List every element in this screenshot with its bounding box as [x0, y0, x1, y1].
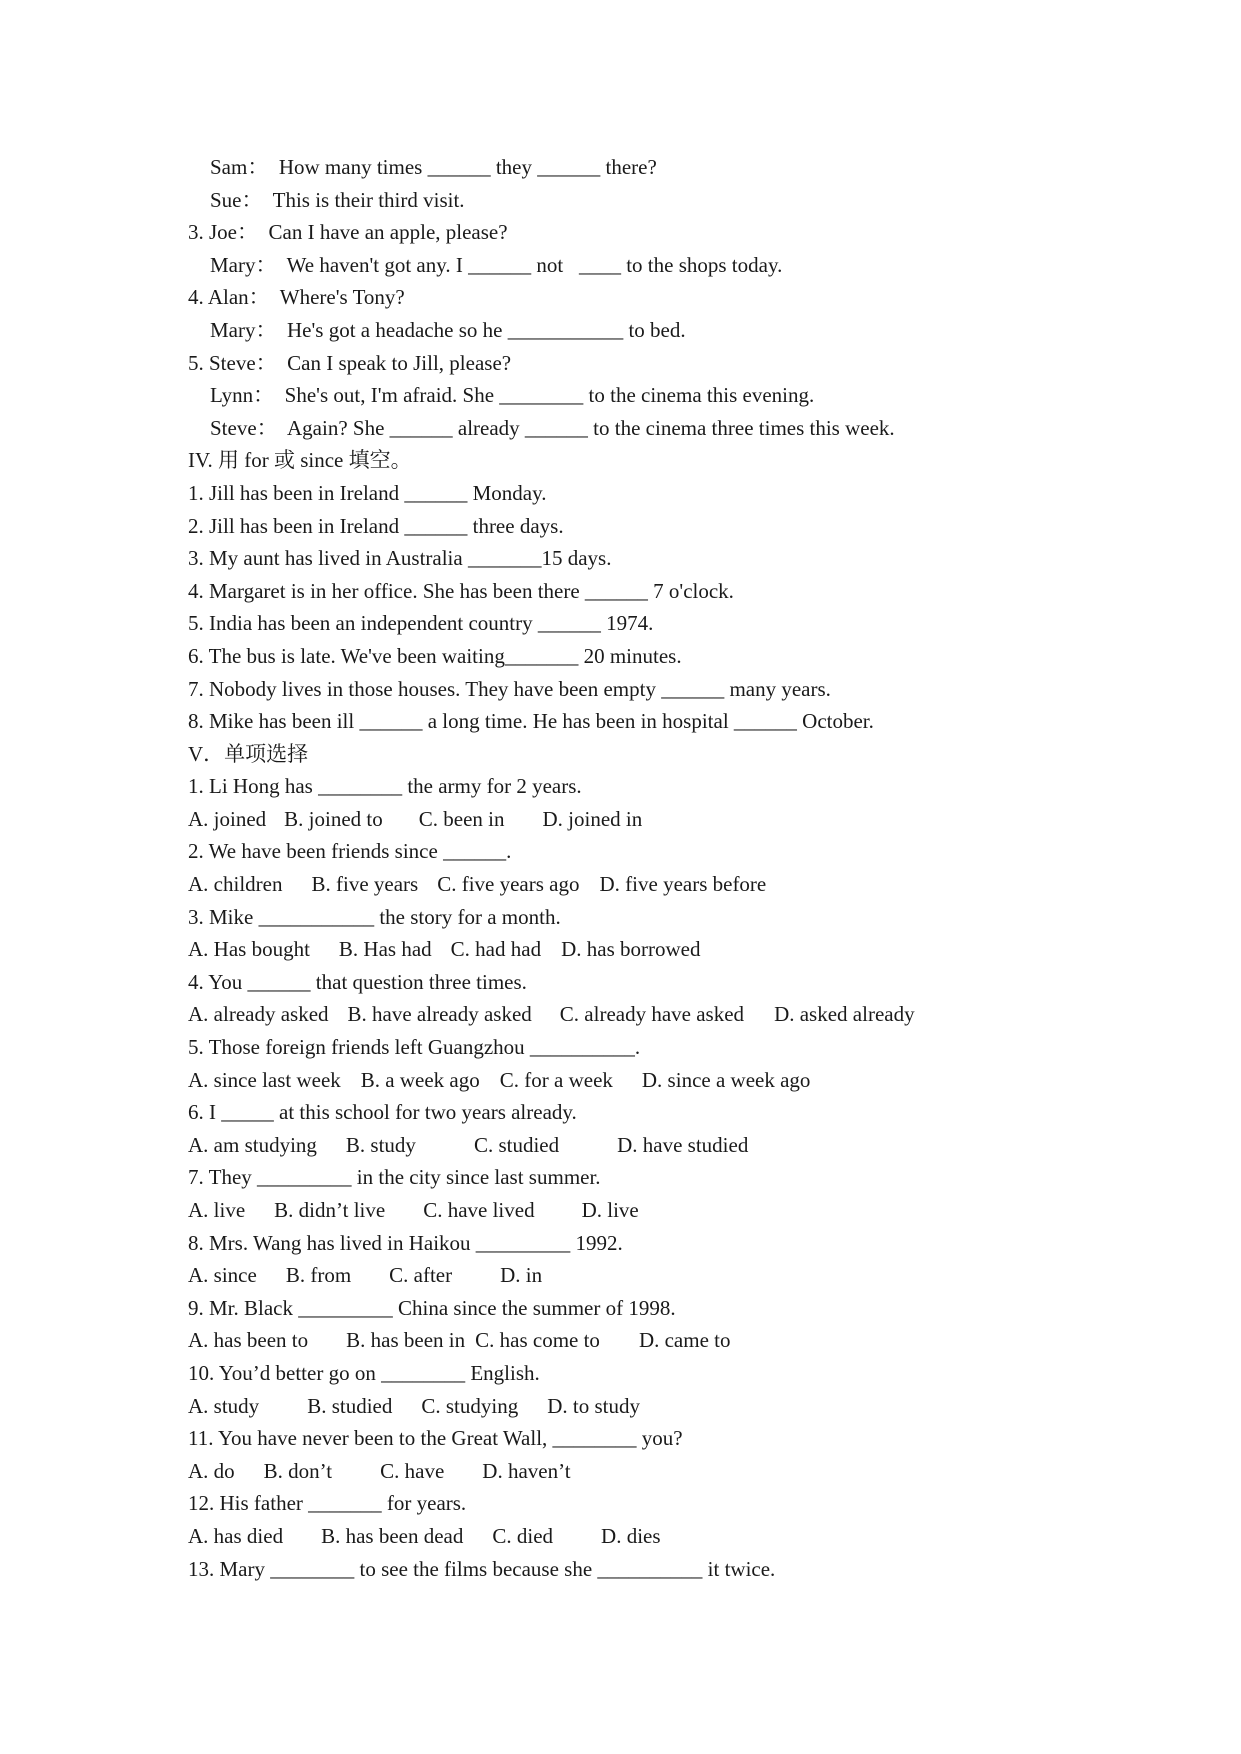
option-choice[interactable]: C. already have asked	[559, 1002, 745, 1027]
fill-in-item: 5. India has been an independent country ______ 1974.	[188, 611, 654, 636]
options-row	[188, 933, 1188, 966]
dialogue-line	[188, 216, 1188, 249]
options-row	[188, 1324, 1188, 1357]
options-row	[188, 1390, 1188, 1423]
question-stem: 10. You’d better go on ________ English.	[188, 1360, 540, 1385]
option-choice[interactable]: A. since	[188, 1263, 257, 1288]
option-choice[interactable]: B. Has had	[338, 937, 432, 962]
fill-in-item: 3. My aunt has lived in Australia _______15 days.	[188, 546, 612, 571]
option-choice[interactable]: D. has borrowed	[561, 937, 701, 962]
dialogue-text: Again? She ______ already ______ to the cinema three times this week.	[277, 415, 895, 440]
dialogue-line	[188, 281, 1188, 314]
option-choice[interactable]: B. didn’t live	[274, 1198, 386, 1222]
option-choice[interactable]: B. has been in	[346, 1328, 466, 1353]
speaker-label: Sue：	[210, 187, 263, 212]
speaker-label: Steve：	[210, 415, 278, 440]
dialogue-text: She's out, I'm afraid. She ________ to the cinema this evening.	[274, 383, 815, 408]
fill-in-item: 1. Jill has been in Ireland ______ Monday.	[188, 480, 547, 505]
fill-in-item: 6. The bus is late. We've been waiting_______ 20 minutes.	[188, 643, 682, 668]
speaker-label: 3. Joe：	[188, 220, 258, 245]
dialogue-line	[188, 151, 1188, 184]
option-choice[interactable]: D. dies	[601, 1523, 661, 1548]
dialogue-text: Where's Tony?	[269, 285, 405, 310]
question-stem: 12. His father _______ for years.	[188, 1491, 467, 1516]
speaker-label: Mary：	[210, 252, 277, 277]
option-choice[interactable]: C. after	[389, 1263, 453, 1288]
option-choice[interactable]: D. since a week ago	[641, 1067, 811, 1092]
dialogue-text: He's got a headache so he ___________ to bed.	[276, 317, 686, 342]
question-stem: 3. Mike ___________ the story for a month.	[188, 904, 561, 929]
fill-in-item: 4. Margaret is in her office. She has been there ______ 7 o'clock.	[188, 578, 734, 603]
section-4-items	[188, 477, 1188, 738]
option-choice[interactable]: B. a week ago	[360, 1067, 480, 1092]
option-choice[interactable]: C. had had	[450, 937, 542, 962]
option-choice[interactable]: A. children	[188, 872, 283, 897]
option-choice[interactable]: A. study	[188, 1393, 260, 1418]
options-row	[188, 998, 1188, 1031]
option-choice[interactable]: A. do	[188, 1458, 235, 1483]
option-choice[interactable]: C. studying	[421, 1393, 519, 1418]
dialogue-text: This is their third visit.	[262, 187, 465, 212]
fill-in-item: 7. Nobody lives in those houses. They have been empty ______ many years.	[188, 676, 831, 701]
fill-in-item: 2. Jill has been in Ireland ______ three days.	[188, 513, 564, 538]
option-choice[interactable]: A. live	[188, 1198, 246, 1222]
dialogue-line	[188, 184, 1188, 217]
option-choice[interactable]: A. already asked	[188, 1002, 329, 1027]
section-5-heading: V．单项选择	[188, 741, 309, 766]
option-choice[interactable]: C. have lived	[423, 1198, 535, 1222]
option-choice[interactable]: A. has been to	[188, 1328, 309, 1353]
option-choice[interactable]: B. study	[345, 1132, 416, 1157]
option-choice[interactable]: D. to study	[547, 1393, 640, 1418]
question-stem: 5. Those foreign friends left Guangzhou __________.	[188, 1035, 641, 1060]
option-choice[interactable]: A. am studying	[188, 1132, 317, 1157]
options-row	[188, 1259, 1188, 1292]
question-stem: 7. They _________ in the city since last summer.	[188, 1165, 601, 1190]
question-stem: 4. You ______ that question three times.	[188, 969, 527, 994]
option-choice[interactable]: C. have	[380, 1458, 445, 1483]
option-choice[interactable]: B. from	[285, 1263, 352, 1288]
options-row	[188, 1129, 1188, 1162]
question-stem: 13. Mary ________ to see the films because she __________ it twice.	[188, 1556, 776, 1581]
option-choice[interactable]: C. died	[492, 1523, 554, 1548]
question-stem: 6. I _____ at this school for two years already.	[188, 1100, 577, 1125]
dialogue-line	[188, 379, 1188, 412]
option-choice[interactable]: B. have already asked	[347, 1002, 532, 1027]
question-stem: 11. You have never been to the Great Wall, ________ you?	[188, 1426, 683, 1451]
option-choice[interactable]: C. for a week	[499, 1067, 613, 1092]
option-choice[interactable]: D. asked already	[774, 1002, 915, 1027]
option-choice[interactable]: C. five years ago	[437, 872, 580, 897]
option-choice[interactable]: A. joined	[188, 806, 267, 831]
dialogue-section	[188, 151, 1188, 444]
dialogue-line	[188, 314, 1188, 347]
section-4-heading: IV. 用 for 或 since 填空。	[188, 448, 412, 473]
question-stem: 2. We have been friends since ______.	[188, 839, 512, 864]
option-choice[interactable]: A. Has bought	[188, 937, 310, 962]
option-choice[interactable]: B. has been dead	[321, 1523, 464, 1548]
option-choice[interactable]: A. has died	[188, 1523, 284, 1548]
options-row	[188, 803, 1188, 836]
dialogue-line	[188, 412, 1188, 445]
dialogue-line	[188, 347, 1188, 380]
option-choice[interactable]: B. don’t	[263, 1458, 333, 1483]
question-stem: 8. Mrs. Wang has lived in Haikou _________ 1992.	[188, 1230, 623, 1255]
section-5-questions	[188, 770, 1188, 1585]
option-choice[interactable]: D. have studied	[617, 1132, 749, 1157]
option-choice[interactable]: A. since last week	[188, 1067, 341, 1092]
option-choice[interactable]: D. five years before	[599, 872, 767, 897]
dialogue-text: We haven't got any. I ______ not ____ to the shops today.	[276, 252, 783, 277]
options-row	[188, 868, 1188, 901]
option-choice[interactable]: B. joined to	[284, 806, 383, 831]
document-page	[188, 151, 1188, 1585]
option-choice[interactable]: B. studied	[307, 1393, 393, 1418]
option-choice[interactable]: B. five years	[311, 872, 419, 897]
option-choice[interactable]: C. has come to	[475, 1328, 600, 1353]
speaker-label: Sam：	[210, 155, 269, 179]
option-choice[interactable]: D. haven’t	[482, 1458, 571, 1483]
option-choice[interactable]: D. in	[500, 1263, 543, 1288]
speaker-label: 4. Alan：	[188, 285, 270, 310]
options-row	[188, 1194, 1188, 1227]
speaker-label: 5. Steve：	[188, 350, 277, 375]
options-row	[188, 1455, 1188, 1488]
speaker-label: Mary：	[210, 317, 277, 342]
fill-in-item: 8. Mike has been ill ______ a long time. He has been in hospital ______ October.	[188, 709, 874, 734]
dialogue-text: How many times ______ they ______ there?	[268, 155, 657, 179]
question-stem: 1. Li Hong has ________ the army for 2 years.	[188, 774, 582, 799]
dialogue-text: Can I have an apple, please?	[258, 220, 508, 245]
options-row	[188, 1064, 1188, 1097]
option-choice[interactable]: D. live	[581, 1198, 639, 1222]
dialogue-text: Can I speak to Jill, please?	[276, 350, 512, 375]
dialogue-line	[188, 249, 1188, 282]
options-row	[188, 1520, 1188, 1553]
question-stem: 9. Mr. Black _________ China since the summer of 1998.	[188, 1295, 676, 1320]
option-choice[interactable]: C. studied	[473, 1132, 560, 1157]
option-choice[interactable]: D. came to	[638, 1328, 731, 1353]
option-choice[interactable]: C. been in	[418, 806, 505, 831]
option-choice[interactable]: D. joined in	[542, 806, 643, 831]
speaker-label: Lynn：	[210, 383, 275, 408]
